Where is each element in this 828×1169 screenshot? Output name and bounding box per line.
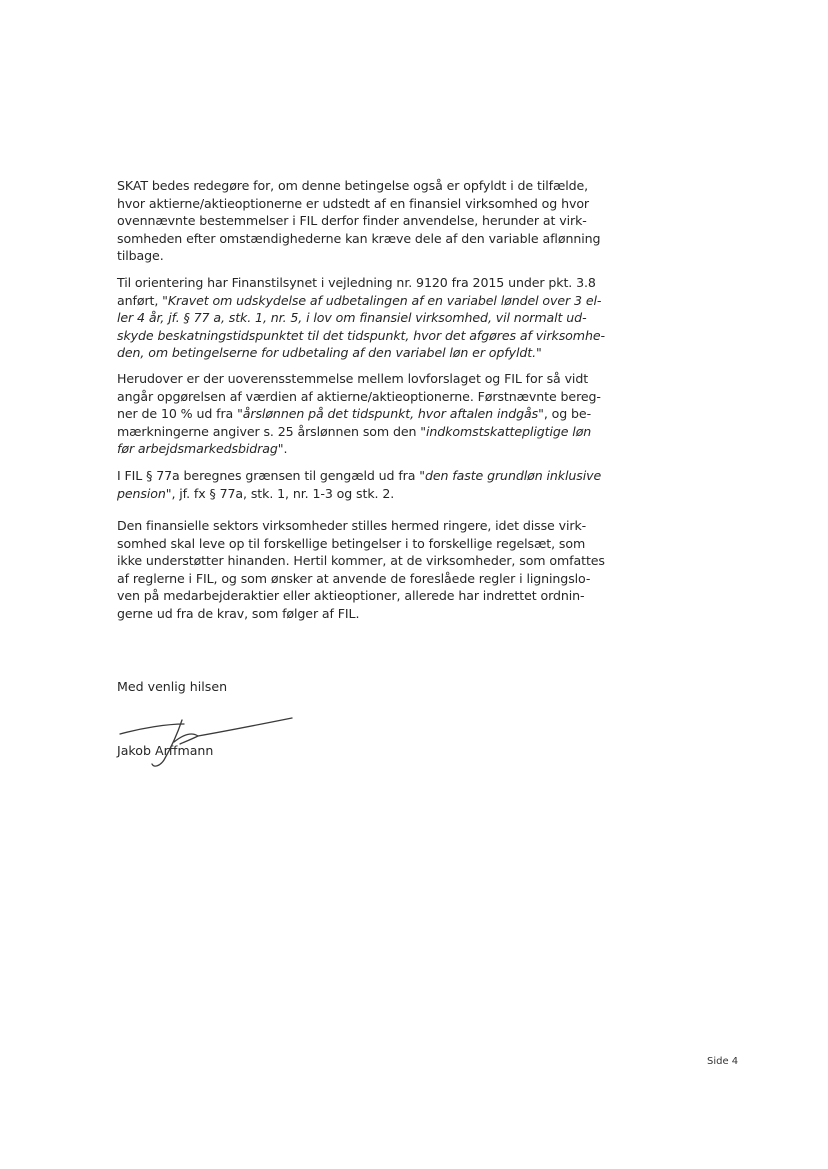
text-line [117, 327, 657, 345]
quote-segment: skyde beskatningstidspunktet til det tidspunkt, hvor det afgøres af virksomhe- [117, 327, 605, 343]
text-line: gerne ud fra de krav, som følger af FIL. [117, 605, 360, 621]
quote-segment: "årslønnen på det tidspunkt, hvor aftalen indgås" [237, 406, 544, 422]
text-line: somheden efter omstændighederne kan kræve dele af den variable aflønning [117, 230, 601, 246]
text-line: af reglerne i FIL, og som ønsker at anvende de foreslåede regler i ligningslo- [117, 570, 591, 586]
text-segment: , jf. fx § 77a, stk. 1, nr. 1-3 og stk. 2. [171, 485, 395, 501]
text-line: Herudover er der uoverensstemmelse mellem lovforslaget og FIL for så vidt [117, 371, 589, 386]
text-line [117, 344, 657, 362]
quote-segment: ler 4 år, jf. § 77 a, stk. 1, nr. 5, i lov om finansiel virksomhed, vil normalt ud- [117, 310, 587, 326]
text-line: somhed skal leve op til forskellige betingelser i to forskellige regelsæt, som [117, 535, 586, 551]
text-line [117, 467, 657, 485]
handwritten-signature [112, 710, 302, 772]
text-segment: , og be- [543, 406, 592, 422]
text-segment: . [283, 441, 288, 457]
paragraph-skat-request [117, 177, 657, 265]
text-segment: ner de 10 % ud fra [117, 406, 238, 422]
quote-segment: før arbejdsmarkedsbidrag" [117, 441, 284, 457]
text-line: ovennævnte bestemmelser i FIL derfor finder anvendelse, herunder at virk- [117, 213, 587, 229]
signer-name: Jakob Arffmann [117, 743, 214, 758]
text-line: SKAT bedes redegøre for, om denne betingelse også er opfyldt i de tilfælde, [117, 178, 589, 193]
quote-segment: pension" [117, 485, 172, 501]
paragraph-discrepancy [117, 370, 657, 458]
text-line: hvor aktierne/aktieoptionerne er udstedt af en finansiel virksomhed og hvor [117, 195, 590, 211]
text-line [117, 405, 657, 423]
text-line [117, 309, 657, 327]
text-line: Til orientering har Finanstilsynet i vejledning nr. 9120 fra 2015 under pkt. 3.8 [117, 275, 596, 290]
closing-salutation: Med venlig hilsen [117, 679, 228, 694]
text-line: ven på medarbejderaktier eller aktieoptioner, allerede har indrettet ordnin- [117, 588, 585, 604]
text-segment: anført, [117, 292, 163, 308]
paragraph-finanstilsynet [117, 274, 657, 362]
page-number: Side 4 [707, 1056, 739, 1067]
paragraph-fil-77a [117, 467, 657, 502]
text-segment: I FIL § 77a beregnes grænsen til gengæld ud fra [117, 468, 420, 483]
text-line [117, 292, 657, 310]
quote-segment: den, om betingelserne for udbetaling af den variabel løn er opfyldt." [117, 345, 542, 361]
text-line [117, 485, 657, 503]
text-line: Den finansielle sektors virksomheder stilles hermed ringere, idet disse virk- [117, 518, 587, 533]
text-line: angår opgørelsen af værdien af aktierne/aktieoptionerne. Førstnævnte bereg- [117, 388, 601, 404]
text-line [117, 423, 657, 441]
paragraph-financial-sector [117, 517, 657, 623]
quote-segment: "indkomstskattepligtige løn [420, 423, 592, 439]
quote-segment: "den faste grundløn inklusive [419, 468, 602, 483]
text-line: ikke understøtter hinanden. Hertil kommer, at de virksomheder, som omfattes [117, 553, 605, 569]
text-line [117, 440, 657, 458]
text-segment: mærkningerne angiver s. 25 årslønnen som den [117, 423, 421, 439]
text-line: tilbage. [117, 248, 164, 264]
quote-segment: "Kravet om udskydelse af udbetalingen af en variabel løndel over 3 el- [162, 292, 602, 308]
